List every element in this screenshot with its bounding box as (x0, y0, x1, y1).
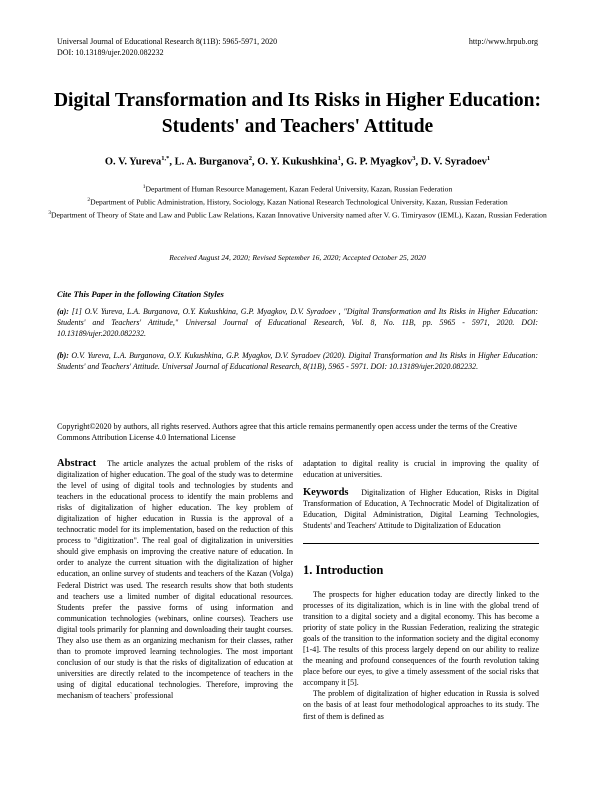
citation-b-text: O.V. Yureva, L.A. Burganova, O.Y. Kukushkina, G.P. Myagkov, D.V. Syradoev (2020). Digital Transformation and Its Risks in Higher Education: Students' and Teachers' Attitude. Universal Journal of Educational Research, 8(11B), 5965 - 5971. DOI: 10.13189/ujer.2020.082232. (57, 351, 538, 371)
abstract-label: Abstract (57, 458, 97, 469)
author-name: L. A. Burganova (174, 156, 249, 168)
intro-paragraph-1: The prospects for higher education today are directly linked to the processes of its digitalization, which is in line with the global trend of transition to a digital society and a digital economy. This has become a priority of state policy in the Russian Federation, realizing the strategic goals of the transition to the information society and the digital economy [1-4]. The results of this process largely depend on our ability to realize the meaning and profound consequences of the fourth revolution taking place before our eyes, to give a timely assessment of the social risks that accompany it [5]. (303, 590, 539, 688)
citation-a-label: (a): (57, 307, 69, 316)
author-name: D. V. Syradoev (420, 156, 487, 168)
author-list: O. V. Yureva$^{1,*}$, L. A. Burganova$^2$, O. Y. Kukushkina$^1$, G. P. Myagkov$^3$, D. V. Syradoev$^1$ (104, 155, 491, 168)
intro-body (303, 589, 539, 722)
affiliation-line: $^3$Department of Theory of State and Law and Public Law Relations, Kazan Innovative University named after V. G. Timiryasov (IEML), Kazan, Russian Federation (48, 210, 547, 220)
author-name: O. Y. Kukushkina (257, 156, 338, 168)
journal-header: Universal Journal of Educational Research 8(11B): 5965-5971, 2020 (57, 37, 278, 46)
intro-paragraph-2: The problem of digitalization of higher education in Russia is solved on the basis of at least four methodological approaches to its study. The first of them is defined as (303, 689, 539, 721)
abstract (57, 458, 293, 701)
doi-header: DOI: 10.13189/ujer.2020.082232 (57, 48, 164, 57)
citation-b (57, 350, 538, 372)
citation-b-label: (b): (57, 351, 69, 360)
author-name: G. P. Myagkov (346, 156, 413, 168)
keywords-text: Digitalization of Higher Education, Risks in Digital Transformation of Education, A Technocratic Model of Digitalization of Education, Digital Administration, Digital Learning Technologies, Students' and Teachers' Attitude to Digitalization of Education (303, 488, 540, 531)
keywords (303, 487, 539, 531)
affiliation-line: $^1$Department of Human Resource Management, Kazan Federal University, Kazan, Russian Federation (142, 184, 453, 194)
journal-url[interactable]: http://www.hrpub.org (468, 37, 538, 46)
received-dates: Received August 24, 2020; Revised September 16, 2020; Accepted October 25, 2020 (169, 253, 426, 262)
citation-a (57, 306, 538, 339)
copyright-notice: Copyright©2020 by authors, all rights reserved. Authors agree that this article remains permanently open access under the terms of the Creative Commons Attribution License 4.0 International License (57, 422, 518, 442)
section-divider (303, 543, 539, 544)
author-affiliation-mark: 3 (412, 155, 416, 162)
intro-heading: 1. Introduction (303, 563, 384, 577)
abstract-continued: adaptation to digital reality is crucial in improving the quality of education at universities. (303, 459, 539, 480)
abstract-text: The article analyzes the actual problem of the risks of digitalization of higher education. The goal of the study was to determine the level of using of digital tools and technologies by students and teachers in the educational process to identify the main problems and risks of digitalization of higher education. The key problem of digitalization of higher education in Russia is the approval of a technocratic model for its implementation, based on the reduction of this process to "digitization". The real goal of digitalization in universities should give emphasis on improving the creative nature of education. In order to analyze the current situation with the digitalization of higher education, an online survey of students and teachers of the Kazan (Volga) Federal District was used. The research results show that both students and teachers use a limited number of digital educational resources. Students prefer the passive forms of using information and communication technologies (webinars, online courses). Teachers use digital tools primarily for planning and downloading their taught courses. They also use them as an organizing mechanism for their classes, rather than to promote improved learning technologies. The most important conclusion of our study is that the risks of digitalization of education at universities are directly related to the incompetence of teachers in the using of digital educational technologies. Therefore, improving the mechanism of teachers` professional (57, 459, 293, 700)
author-affiliation-mark: 1 (486, 155, 491, 162)
author-name: O. V. Yureva (104, 156, 162, 168)
author-affiliation-mark: 2 (248, 155, 253, 162)
affiliations (40, 182, 555, 221)
keywords-label: Keywords (303, 487, 349, 498)
cite-heading: Cite This Paper in the following Citation Styles (57, 289, 224, 299)
affiliation-line: $^2$Department of Public Administration, History, Sociology, Kazan National Research Technological University, Kazan, Russian Federation (87, 197, 508, 207)
citation-a-text: [1] O.V. Yureva, L.A. Burganova, O.Y. Kukushkina, G.P. Myagkov, D.V. Syradoev , "Digital Transformation and Its Risks in Higher Education: Students' and Teachers' Attitude," Universal Journal of Educational Research, Vol. 8, No. 11B, pp. 5965 - 5971, 2020. DOI: 10.13189/ujer.2020.082232. (57, 307, 538, 338)
paper-title: Digital Transformation and Its Risks in Higher Education: Students' and Teachers' Attitude (53, 90, 542, 137)
author-affiliation-mark: 1,* (161, 155, 170, 162)
author-affiliation-mark: 1 (337, 155, 341, 162)
